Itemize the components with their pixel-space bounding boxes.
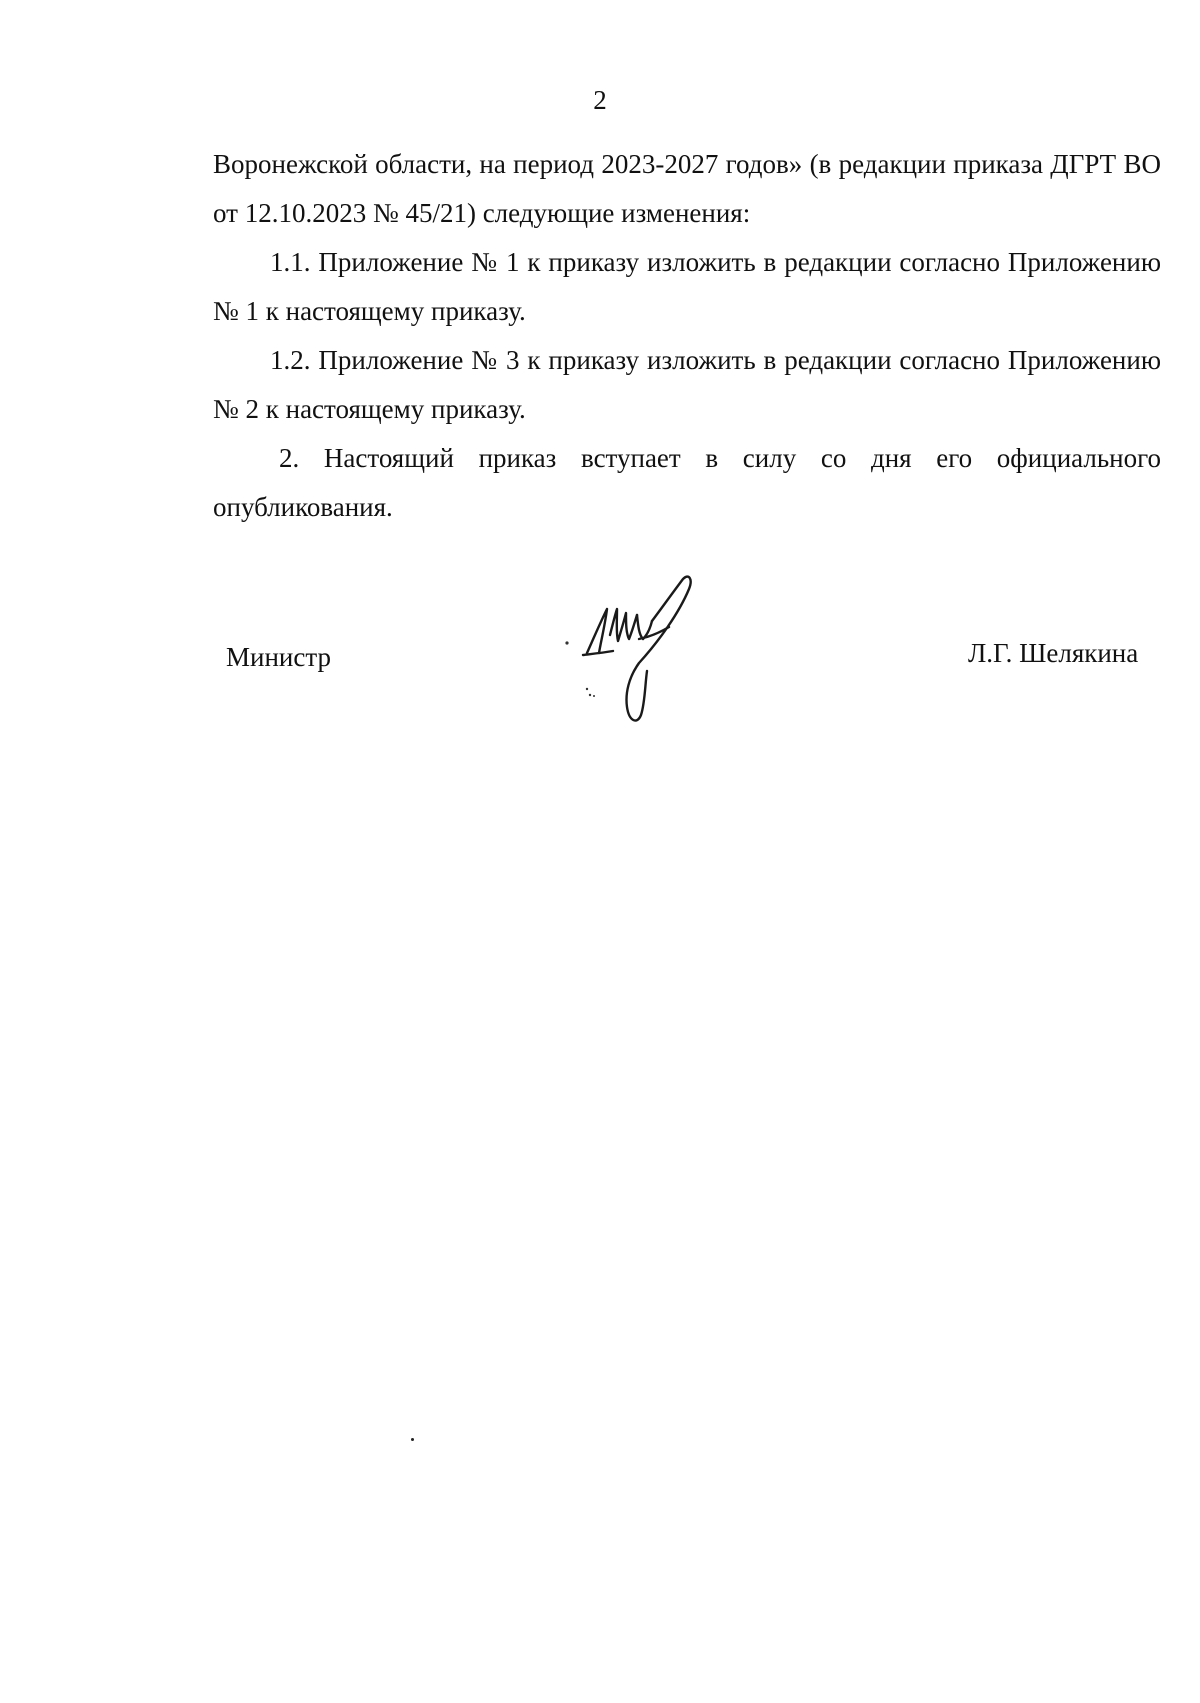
page-number: 2 — [593, 85, 607, 115]
paragraph-item-1-2: 1.2. Приложение № 3 к приказу изложить в редакции согласно Приложению № 2 к настоящему приказу. — [213, 345, 1161, 424]
paragraph-item-2: 2. Настоящий приказ вступает в силу со дня его официального опубликования. — [213, 443, 1161, 522]
paragraph-intro: Воронежской области, на период 2023-2027 годов» (в редакции приказа ДГРТ ВО от 12.10.2023 № 45/21) следующие изменения: — [213, 149, 1161, 228]
document-body — [213, 140, 1161, 532]
handwritten-signature — [555, 565, 735, 735]
paragraph-item-1-1: 1.1. Приложение № 1 к приказу изложить в редакции согласно Приложению № 1 к настоящему приказу. — [213, 247, 1161, 326]
signer-name: Л.Г. Шелякина — [968, 638, 1139, 668]
signer-role: Министр — [226, 642, 331, 672]
scan-speck — [411, 1438, 414, 1441]
